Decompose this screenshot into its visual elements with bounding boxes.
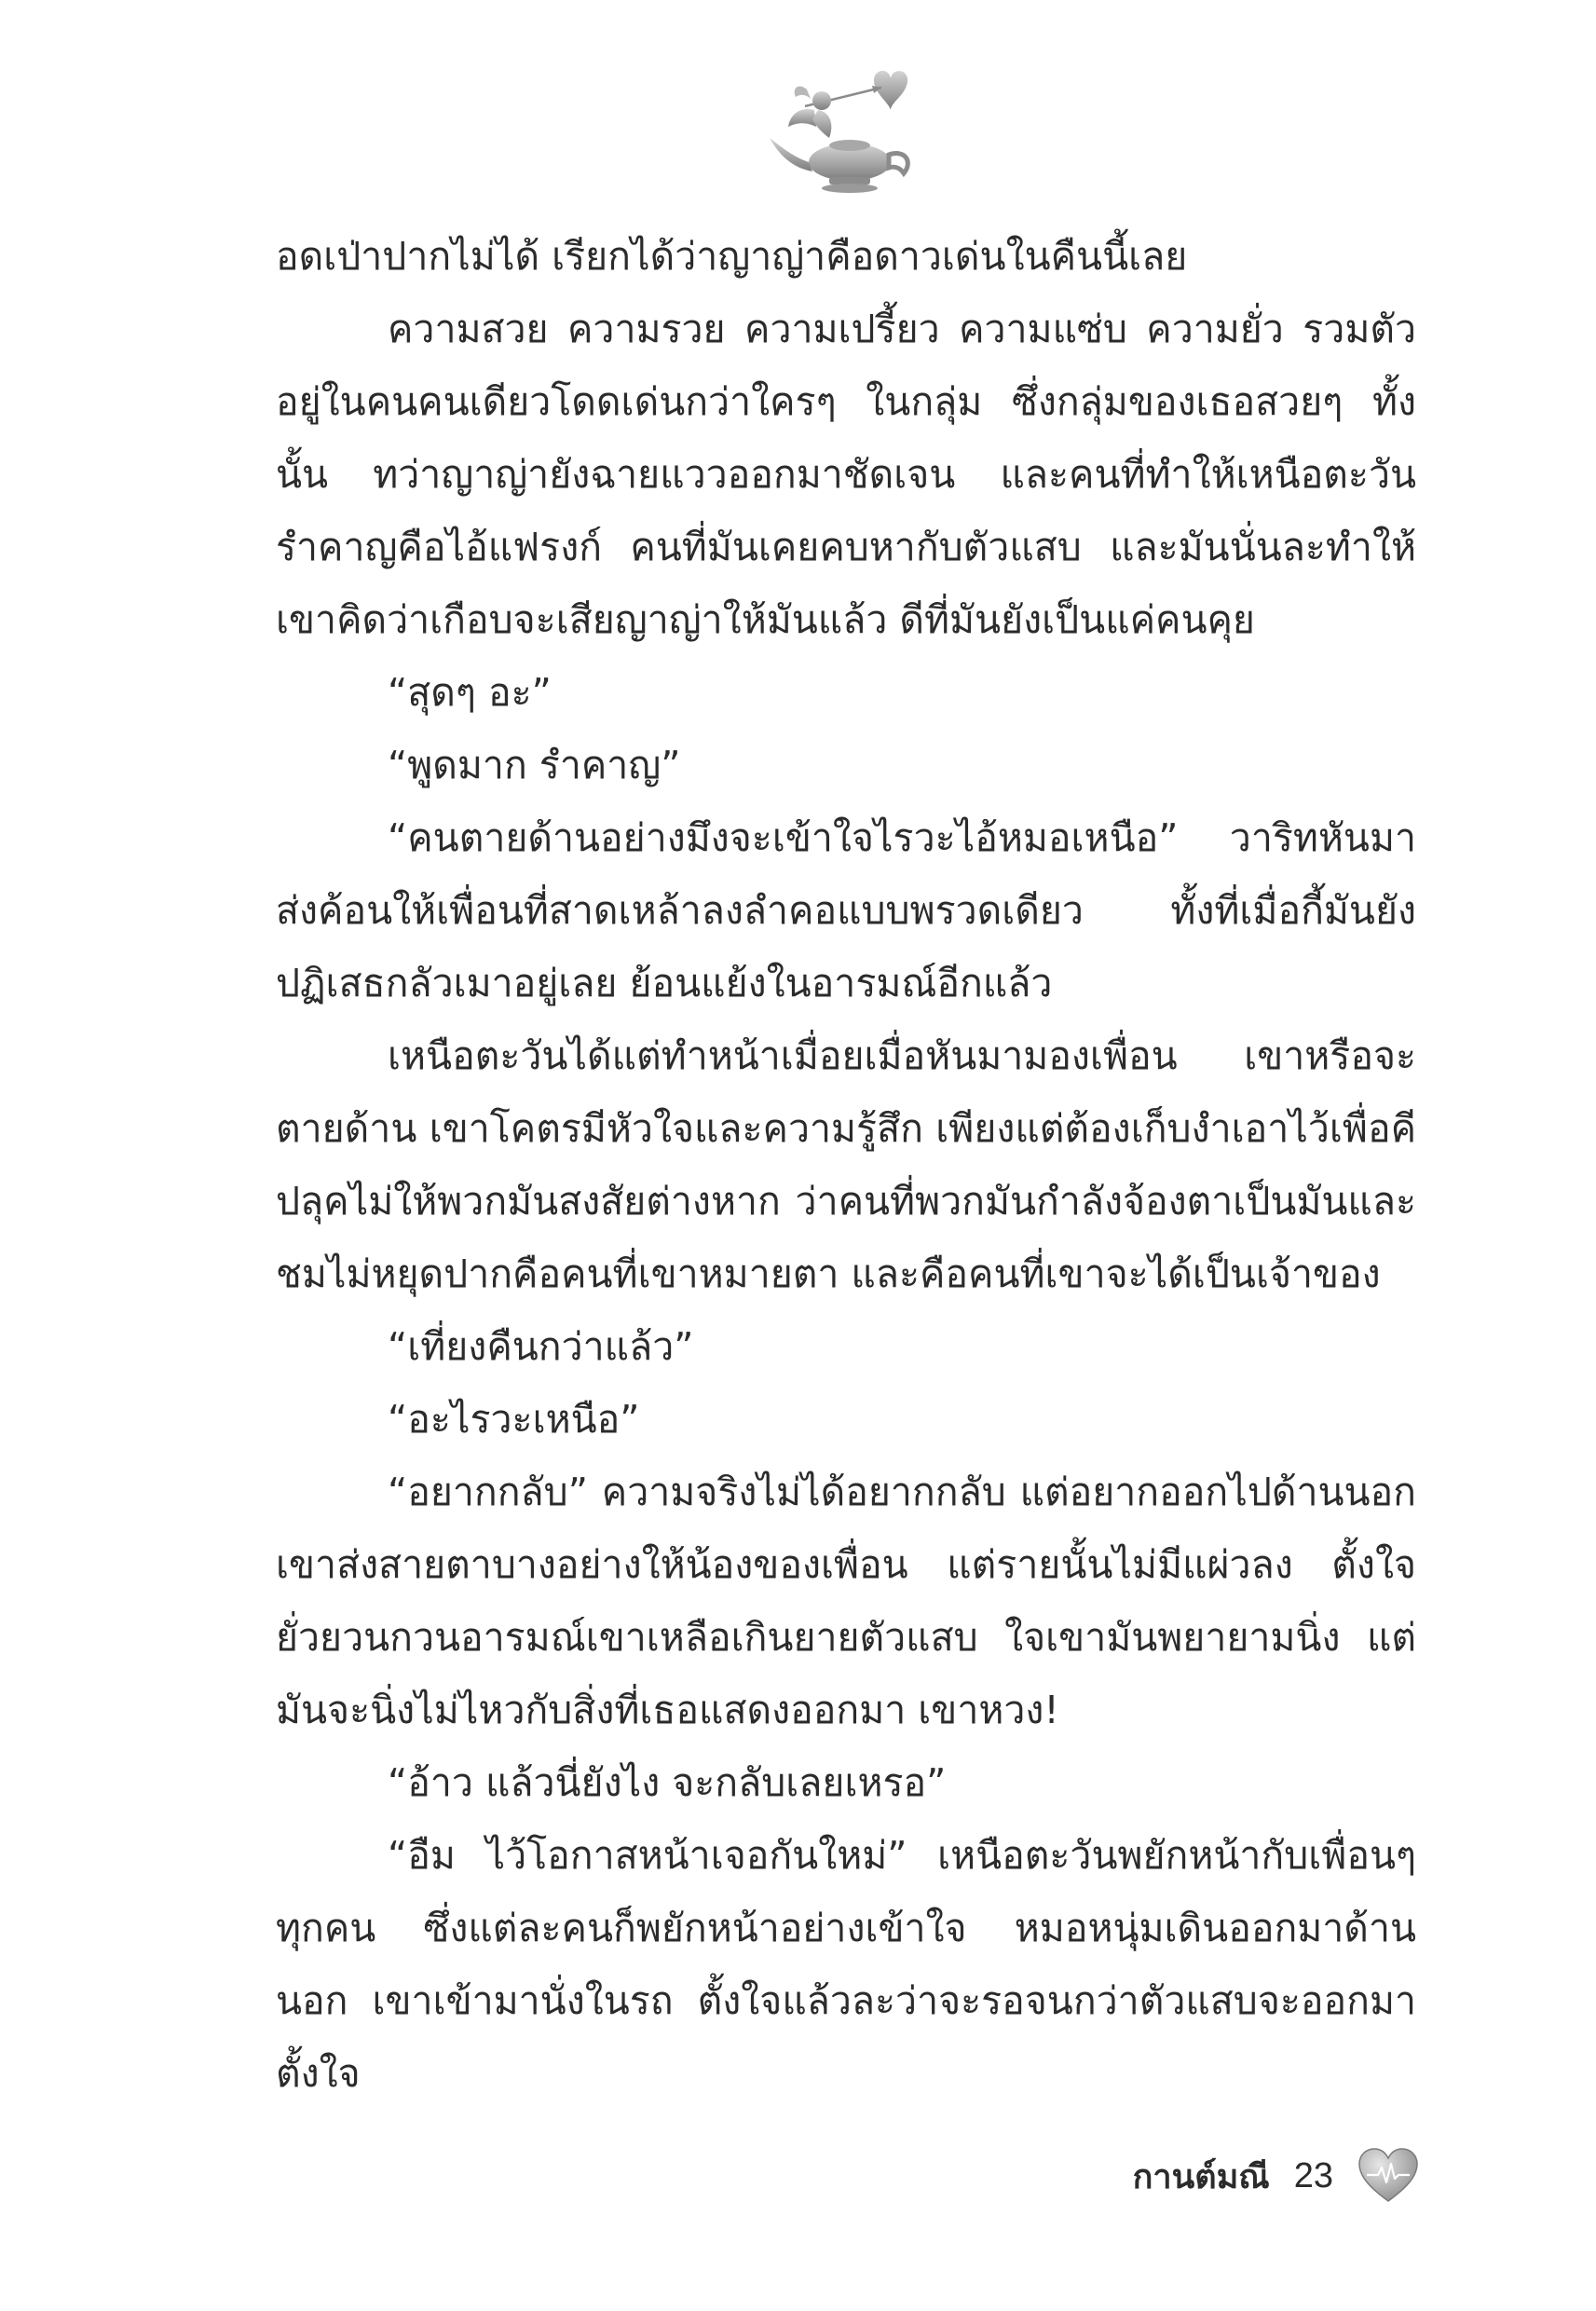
paragraph-1: อดเป่าปากไม่ได้ เรียกได้ว่าญาญ่าคือดาวเด่นในคืนนี้เลย xyxy=(276,234,1188,279)
dialogue-line: “เที่ยงคืนกว่าแล้ว” xyxy=(388,1324,694,1369)
dialogue-line: “พูดมาก รำคาญ” xyxy=(388,743,681,787)
paragraph-2: ความสวย ความรวย ความเปรี้ยว ความแซ่บ ความยั่ว รวมตัวอยู่ในคนคนเดียวโดดเด่นกว่าใครๆ ในกลุ่ม ซึ่งกลุ่มของเธอสวยๆ ทั้งนั้น ทว่าญาญ่ายังฉายแววออกมาชัดเจน และคนที่ทำให้เหนือตะวันรำคาญคือไอ้แฟรงก์ คนที่มันเคยคบหากับตัวแสบ และมันนั่นละทำให้เขาคิดว่าเกือบจะเสียญาญ่าให้มันแล้ว ดีที่มันยังเป็นแค่คนคุย xyxy=(276,307,1416,642)
paragraph-6: เหนือตะวันได้แต่ทำหน้าเมื่อยเมื่อหันมามองเพื่อน เขาหรือจะตายด้าน เขาโคตรมีหัวใจและความรู้สึก เพียงแต่ต้องเก็บงำเอาไว้เพื่อคีปลุคไม่ให้พวกมันสงสัยต่างหาก ว่าคนที่พวกมันกำลังจ้องตาเป็นมันและชมไม่หยุดปากคือคนที่เขาหมายตา และคือคนที่เขาจะได้เป็นเจ้าของ xyxy=(276,1033,1416,1296)
page-number: 23 xyxy=(1293,2155,1333,2195)
page-footer xyxy=(1133,2143,1419,2208)
body-text xyxy=(276,220,1416,2110)
dialogue-line: “อ้าว แล้วนี่ยังไง จะกลับเลยเหรอ” xyxy=(388,1760,947,1805)
dialogue-line: “อะไรวะเหนือ” xyxy=(388,1397,640,1442)
paragraph-11: “อืม ไว้โอกาสหน้าเจอกันใหม่” เหนือตะวันพยักหน้ากับเพื่อนๆ ทุกคน ซึ่งแต่ละคนก็พยักหน้าอย่างเข้าใจ หมอหนุ่มเดินออกมาด้านนอก เขาเข้ามานั่งในรถ ตั้งใจแล้วละว่าจะรอจนกว่าตัวแสบจะออกมา ตั้งใจ xyxy=(276,1833,1416,2096)
paragraph-5: “คนตายด้านอย่างมึงจะเข้าใจไรวะไอ้หมอเหนือ” วาริทหันมาส่งค้อนให้เพื่อนที่สาดเหล้าลงลำคอแบบพรวดเดียว ทั้งที่เมื่อกี้มันยังปฏิเสธกลัวเมาอยู่เลย ย้อนแย้งในอารมณ์อีกแล้ว xyxy=(276,815,1416,1005)
paragraph-9: “อยากกลับ” ความจริงไม่ได้อยากกลับ แต่อยากออกไปด้านนอก เขาส่งสายตาบางอย่างให้น้องของเพื่อน แต่รายนั้นไม่มีแผ่วลง ตั้งใจยั่วยวนกวนอารมณ์เขาเหลือเกินยายตัวแสบ ใจเขามันพยายามนิ่ง แต่มันจะนิ่งไม่ไหวกับสิ่งที่เธอแสดงออกมา เขาหวง! xyxy=(276,1470,1416,1732)
heartbeat-heart-icon xyxy=(1357,2147,1419,2205)
cupid-teapot-ornament-icon xyxy=(764,52,922,201)
dialogue-line: “สุดๆ อะ” xyxy=(388,670,552,715)
book-title: กานต์มณี xyxy=(1132,2157,1270,2196)
